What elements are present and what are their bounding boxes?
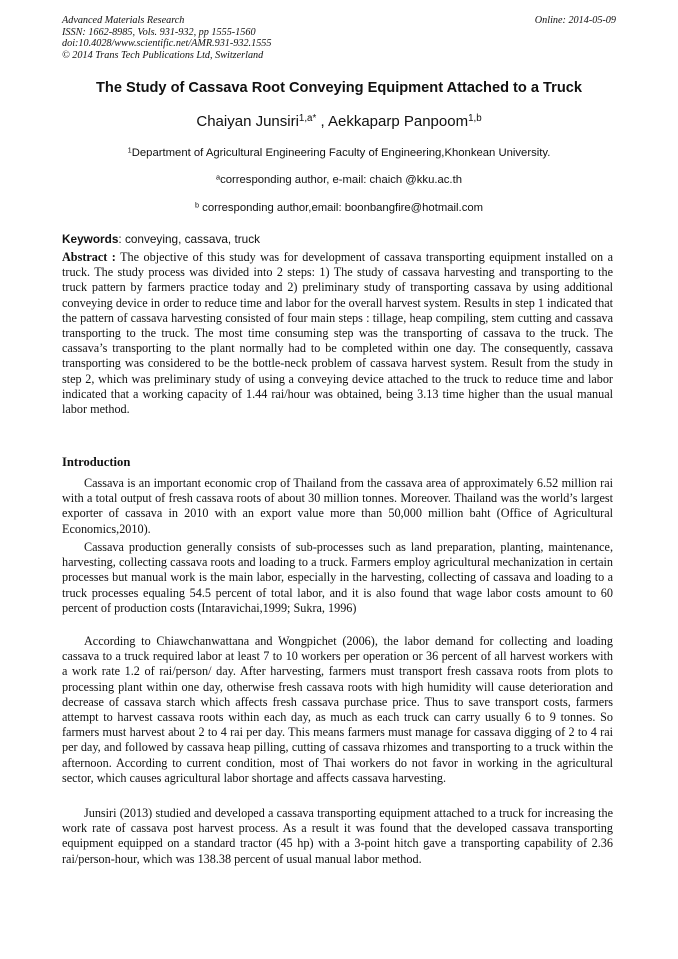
intro-paragraph-3-text: According to Chiawchanwattana and Wongpichet (2006), the labor demand for collecting and loading cassava to a truck required labor at least 7 to 10 workers per operation or 36 percent of all harvest workers with a work rate 1.2 of rai/person/ day. After harvesting, farmers must transport fresh cassava roots from plots to processing plant within one day, otherwise fresh cassava roots with high humidity will cause deterioration and decrease of cassava starch which affects fresh cassava purchase price. Thus to save transport costs, farmers attempt to harvest cassava roots within each day, as much as each truck can carry usually 6 to 9 tonnes. So farmers must harvest about 2 to 4 rai per day. This means farmers must manage for cassava digging of 2 to 4 rai per day, and followed by cassava heap pilling, cutting of cassava rhizomes and transporting to a truck within the afternoon. According to current condition, most of Thai workers do not favor in working in the agricultural sector, which causes agricultural labor shortage and affects cassava harvesting. bbox=[62, 634, 613, 785]
abstract-label: Abstract : bbox=[62, 250, 116, 264]
intro-paragraph-3 bbox=[62, 634, 613, 786]
author-1: Chaiyan Junsiri bbox=[196, 113, 299, 130]
author-line bbox=[40, 113, 638, 130]
online-date: Online: 2014-05-09 bbox=[534, 15, 616, 26]
intro-paragraph-1-text: Cassava is an important economic crop of Thailand from the cassava area of approximately 6.52 million rai with a total output of fresh cassava roots of about 30 million tonnes. Moreover. Thailand was the world’s largest exporter of cassava in 2010 with an export value more than 50,000 million baht (Office of Agricultural Economics,2010). bbox=[62, 476, 613, 536]
affiliation-3-sup: b bbox=[194, 200, 200, 210]
journal-issn: ISSN: 1662-8985, Vols. 931-932, pp 1555-1560 bbox=[62, 26, 256, 38]
affiliation-1 bbox=[40, 147, 638, 159]
affiliation-1-sup: 1 bbox=[127, 145, 132, 155]
affiliation-3-text: corresponding author,email: boonbangfire@hotmail.com bbox=[199, 202, 484, 214]
journal-copyright: © 2014 Trans Tech Publications Ltd, Switzerland bbox=[62, 49, 264, 61]
affiliation-3 bbox=[40, 202, 638, 214]
keywords-label: Keywords bbox=[62, 232, 119, 246]
intro-paragraph-4 bbox=[62, 806, 613, 867]
paper-title: The Study of Cassava Root Conveying Equipment Attached to a Truck bbox=[96, 80, 582, 96]
abstract-text: The objective of this study was for development of cassava transporting equipment installed on a truck. The study process was divided into 2 steps: 1) The study of cassava harvesting and transporting to the truck pattern by farmers practice today and 2) preliminary study of transporting cassava by using additional conveying device in order to reduce time and labor for the overall harvest system. Results in step 1 indicated that the pattern of cassava harvesting consisted of four main steps : tillage, heap compiling, stem cutting and cassava transporting to the truck. The most time consuming step was the transporting of cassava to the truck. The cassava’s transporting to the plant normally had to be completed within one day. The consequently, cassava transporting was considered to be the bottle-neck problem of cassava harvest system. Result from the study in step 2, which was preliminary study of using a conveying device attached to the truck to reduce time and labor indicated that a working capacity of 1.44 rai/hour was obtained, being 3.13 time higher than the usual manual labor method. bbox=[62, 250, 613, 417]
keywords bbox=[62, 232, 260, 246]
author-2-sup: 1,b bbox=[468, 113, 482, 125]
author-separator: , bbox=[316, 113, 328, 130]
intro-paragraph-1 bbox=[62, 476, 613, 537]
intro-paragraph-4-text: Junsiri (2013) studied and developed a cassava transporting equipment attached to a truck for increasing the work rate of cassava post harvest process. As a result it was found that the developed cassava transporting equipment equipped on a standard tractor (45 hp) with a 3-point hitch gave a transporting capability of 2.36 rai/person-hour, which was 138.38 percent of usual manual labor method. bbox=[62, 806, 613, 866]
affiliation-1-text: Department of Agricultural Engineering Faculty of Engineering,Khonkean University. bbox=[131, 147, 551, 159]
intro-paragraph-2-text: Cassava production generally consists of sub-processes such as land preparation, planting, maintenance, harvesting, collecting cassava roots and loading to a truck. Farmers employ agricultural mechanization in certain processes but manual work is the main labor, especially in the harvesting, collecting of cassava and loading to a truck processes equaling 54.5 percent of total labor, and it is also found that wage labor costs amount to 60 percent of production costs (Intaravichai,1999; Sukra, 1996) bbox=[62, 540, 613, 615]
intro-paragraph-2 bbox=[62, 540, 613, 616]
author-2: Aekkaparp Panpoom bbox=[327, 113, 469, 130]
journal-header bbox=[62, 15, 271, 61]
journal-name: Advanced Materials Research bbox=[62, 15, 185, 26]
section-heading-introduction: Introduction bbox=[62, 455, 131, 469]
keywords-text: : conveying, cassava, truck bbox=[118, 232, 261, 246]
affiliation-2-sup: a bbox=[215, 172, 221, 182]
abstract bbox=[62, 250, 613, 417]
journal-doi: doi:10.4028/www.scientific.net/AMR.931-932.1555 bbox=[62, 38, 272, 49]
affiliation-2 bbox=[40, 174, 638, 186]
affiliation-2-text: corresponding author, e-mail: chaich @kku.ac.th bbox=[220, 174, 462, 186]
author-1-sup: 1,a* bbox=[298, 113, 317, 125]
